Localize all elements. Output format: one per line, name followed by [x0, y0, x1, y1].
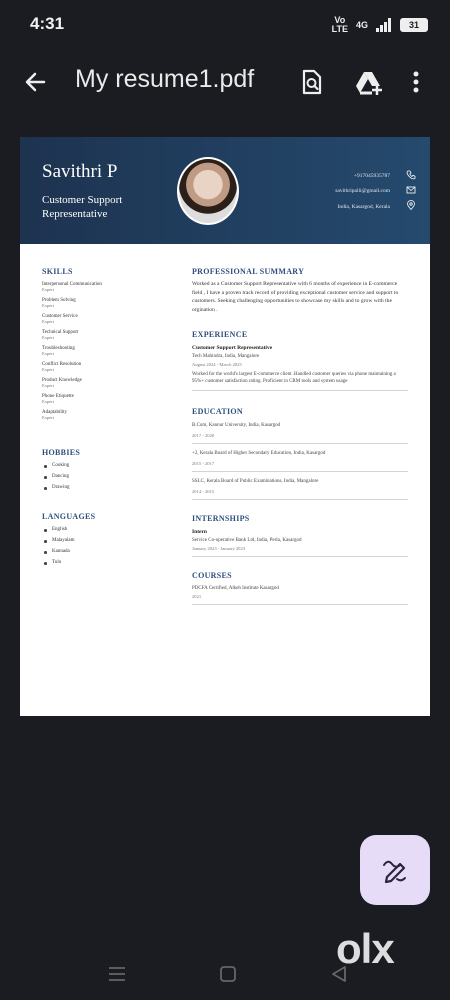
home-icon[interactable] — [219, 965, 237, 983]
contact-location: India, Kasargod, Kerala — [337, 204, 390, 210]
resume-header — [20, 137, 430, 244]
divider — [192, 604, 408, 605]
education-title-text: B.Com, Kannur University, India, Kasargod — [192, 423, 281, 429]
phone-icon — [406, 170, 416, 180]
pdf-page[interactable] — [20, 137, 430, 716]
skill-level: Expert — [42, 367, 54, 372]
courses-title: COURSES — [192, 571, 232, 581]
skill-level: Expert — [42, 383, 54, 388]
education-years: 2014 - 2015 — [192, 489, 215, 495]
skill-name: Technical Support — [42, 330, 79, 335]
back-arrow-icon[interactable] — [20, 67, 50, 97]
skill-item — [42, 362, 182, 372]
skill-level: Expert — [42, 287, 54, 292]
skill-level: Expert — [42, 319, 54, 324]
summary-text: Worked as a Customer Support Representative with 6 months of experience in E-commerce field , I have a proven track record of providing exceptional customer service and support to customers. Seeking challenging opportunities to showcase my skills and to grow with the orgination . — [192, 281, 399, 313]
course-year: 2021 — [192, 594, 202, 600]
edit-pen-icon — [360, 835, 430, 905]
location-pin-icon — [406, 200, 416, 210]
skill-name: Adaptability — [42, 410, 67, 415]
experience-description: Worked for the world's largest E-commerce client .Handled customer queries via phone maintaining a 95%+ customer satisfaction rating. Proficient in CRM tools and system usage — [192, 372, 396, 385]
language-item: Kannada — [42, 549, 182, 554]
skill-item — [42, 314, 182, 324]
resume-name: Savithri P — [42, 161, 118, 182]
skill-level: Expert — [42, 351, 54, 356]
experience-dates: August 2024 - March 2025 — [192, 362, 242, 368]
skill-level: Expert — [42, 303, 54, 308]
education-item — [192, 423, 408, 444]
internship-dates: January 2023 - January 2023 — [192, 546, 246, 552]
hobby-item: Drawing — [42, 485, 182, 490]
search-document-icon[interactable] — [296, 67, 326, 97]
skill-name: Conflict Resolution — [42, 362, 82, 367]
education-title-text: SSLC, Kerala Board of Public Examinations, India, Mangalore — [192, 479, 319, 485]
skill-level: Expert — [42, 399, 54, 404]
languages-title: LANGUAGES — [42, 512, 96, 521]
recent-apps-icon[interactable] — [108, 966, 126, 982]
experience-title: EXPERIENCE — [192, 330, 248, 340]
divider — [192, 556, 408, 557]
skill-item — [42, 346, 182, 356]
add-to-drive-icon[interactable] — [354, 67, 384, 97]
hobbies-title: HOBBIES — [42, 448, 81, 457]
divider — [192, 390, 408, 391]
hobby-item: Cooking — [42, 463, 182, 468]
skill-item — [42, 410, 182, 420]
language-item: English — [42, 527, 182, 532]
edit-fab-button[interactable] — [360, 835, 430, 905]
contact-email: savithripalli@gmail.com — [335, 188, 390, 194]
education-item — [192, 451, 408, 472]
education-title: EDUCATION — [192, 407, 244, 417]
skill-name: Product Knowledge — [42, 378, 82, 383]
education-years: 2017 - 2020 — [192, 433, 215, 439]
volte-bottom: LTE — [331, 24, 348, 34]
skill-name: Troubleshooting — [42, 346, 75, 351]
toolbar — [0, 55, 450, 111]
system-nav-bar — [0, 960, 450, 1000]
right-column — [192, 267, 408, 605]
status-bar — [0, 0, 450, 50]
left-column — [42, 267, 182, 565]
education-title-text: +2, Kerala Board of Higher Secondary Education, India, Kasargod — [192, 451, 326, 457]
more-options-icon[interactable] — [408, 67, 424, 97]
internships-title: INTERNSHIPS — [192, 514, 250, 524]
skill-item — [42, 298, 182, 308]
resume-role: Customer Support Representative — [42, 194, 123, 220]
languages-list — [42, 527, 182, 565]
status-time: 4:31 — [30, 14, 65, 33]
language-item: Malayalam — [42, 538, 182, 543]
course-name: PDCFA Certified, Alkeh Institute Kasargod — [192, 586, 279, 592]
skill-level: Expert — [42, 415, 54, 420]
skill-name: Problem Solving — [42, 298, 76, 303]
internship-role: Intern — [192, 529, 207, 536]
education-item — [192, 479, 408, 500]
network-type: 4G — [355, 20, 368, 30]
volte-top: Vo — [334, 15, 346, 25]
hobby-item: Dancing — [42, 474, 182, 479]
experience-role: Customer Support Representative — [192, 345, 273, 352]
email-icon — [406, 185, 416, 195]
skill-name: Interpersonal Communication — [42, 282, 102, 287]
skill-item — [42, 378, 182, 388]
contact-phone: +917045935787 — [353, 173, 390, 179]
volte-indicator — [332, 16, 348, 34]
experience-company: Tech Mahindra, India, Mangalore — [192, 354, 260, 360]
skill-item — [42, 282, 182, 292]
internship-company: Service Co-operative Bank Ltd, India, Perla, Kasargod — [192, 538, 302, 544]
education-list — [192, 423, 408, 500]
skill-name: Customer Service — [42, 314, 78, 319]
divider — [192, 443, 408, 444]
profile-photo — [177, 157, 239, 225]
olx-watermark-logo: olx — [336, 925, 394, 972]
skill-item — [42, 330, 182, 340]
education-years: 2015 - 2017 — [192, 461, 215, 467]
divider — [192, 499, 408, 500]
skill-level: Expert — [42, 335, 54, 340]
file-title: My resume1.pdf — [75, 65, 255, 93]
language-item: Tulu — [42, 560, 182, 565]
summary-title: PROFESSIONAL SUMMARY — [192, 267, 305, 276]
back-nav-icon[interactable] — [330, 965, 348, 983]
hobbies-list — [42, 463, 182, 490]
skills-title: SKILLS — [42, 267, 73, 276]
skill-name: Phone Etiquette — [42, 394, 74, 399]
skill-item — [42, 394, 182, 404]
battery-icon: 31 — [400, 18, 428, 32]
divider — [192, 471, 408, 472]
skills-list — [42, 282, 182, 420]
signal-icon — [376, 18, 392, 32]
